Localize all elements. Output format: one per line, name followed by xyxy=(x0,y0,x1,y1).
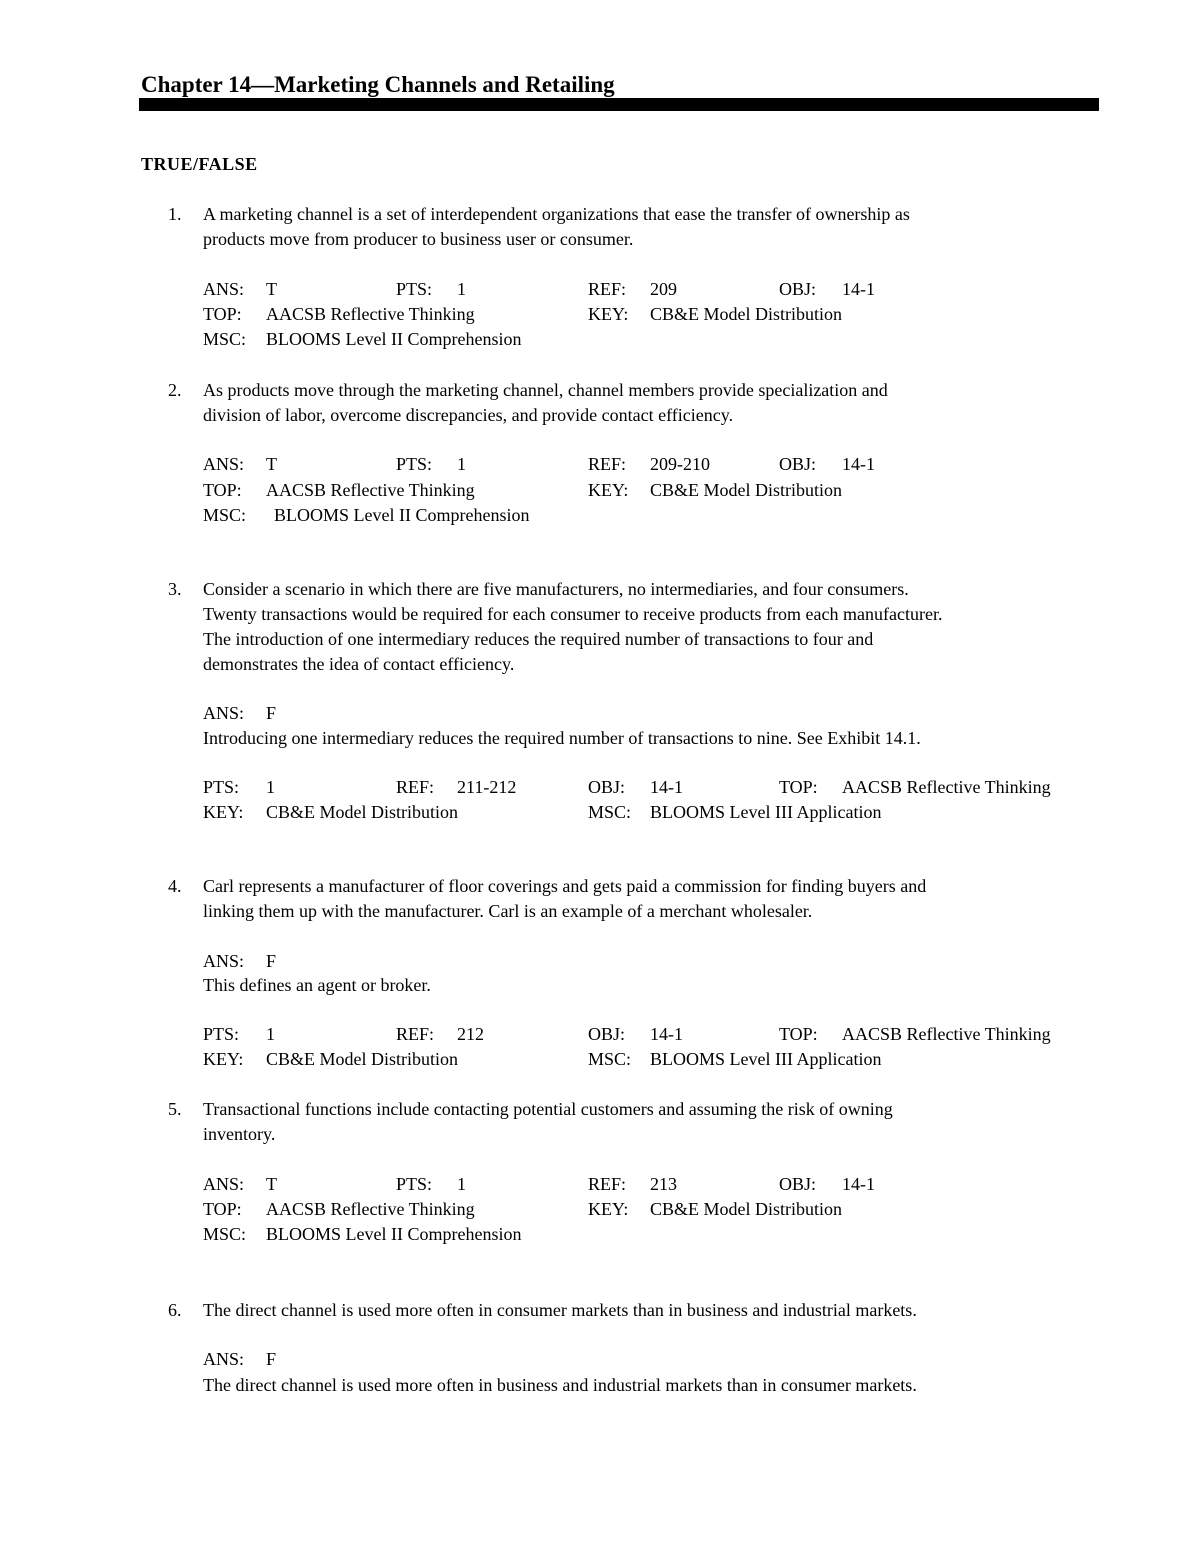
question-line: inventory. xyxy=(203,1124,276,1144)
ref-value: 212 xyxy=(457,1024,484,1044)
question-text xyxy=(203,1097,1103,1147)
key-value: CB&E Model Distribution xyxy=(266,1049,459,1069)
ans-value: F xyxy=(266,703,277,723)
meta-row xyxy=(0,1222,1200,1247)
msc-label: MSC: xyxy=(203,1224,247,1244)
question-line: Twenty transactions would be required for each consumer to receive products from each manufacturer. xyxy=(203,604,943,624)
meta-row xyxy=(0,701,1200,726)
msc-label: MSC: xyxy=(588,1049,632,1069)
chapter-title: Chapter 14—Marketing Channels and Retailing xyxy=(141,72,615,97)
question-number: 2. xyxy=(168,380,182,400)
question-line: demonstrates the idea of contact efficiency. xyxy=(203,654,515,674)
question-line: Consider a scenario in which there are five manufacturers, no intermediaries, and four consumers. xyxy=(203,579,909,599)
ans-value: F xyxy=(266,951,277,971)
key-label: KEY: xyxy=(588,304,629,324)
meta-row xyxy=(0,949,1200,974)
obj-value: 14-1 xyxy=(842,279,875,299)
key-label: KEY: xyxy=(203,1049,244,1069)
ans-value: T xyxy=(266,1174,277,1194)
question-number: 3. xyxy=(168,579,182,599)
pts-value: 1 xyxy=(457,1174,466,1194)
ans-value: T xyxy=(266,279,277,299)
top-label: TOP: xyxy=(203,480,242,500)
obj-label: OBJ: xyxy=(588,777,626,797)
title-rule xyxy=(139,98,1099,111)
ans-label: ANS: xyxy=(203,279,245,299)
pts-value: 1 xyxy=(266,777,275,797)
msc-label: MSC: xyxy=(203,505,247,525)
question-text xyxy=(203,577,1103,677)
obj-value: 14-1 xyxy=(842,1174,875,1194)
ref-label: REF: xyxy=(396,777,435,797)
msc-label: MSC: xyxy=(588,802,632,822)
section-heading: TRUE/FALSE xyxy=(141,154,258,174)
question-text xyxy=(203,378,1103,428)
obj-label: OBJ: xyxy=(779,279,817,299)
top-value: AACSB Reflective Thinking xyxy=(842,777,1051,797)
obj-value: 14-1 xyxy=(842,454,875,474)
pts-label: PTS: xyxy=(396,454,433,474)
pts-value: 1 xyxy=(457,279,466,299)
question-line: The introduction of one intermediary reduces the required number of transactions to four and xyxy=(203,629,874,649)
question-line: Carl represents a manufacturer of floor coverings and gets paid a commission for finding buyers and xyxy=(203,876,927,896)
question-line: Transactional functions include contacting potential customers and assuming the risk of owning xyxy=(203,1099,893,1119)
obj-label: OBJ: xyxy=(588,1024,626,1044)
pts-label: PTS: xyxy=(203,777,240,797)
top-value: AACSB Reflective Thinking xyxy=(266,1199,475,1219)
top-label: TOP: xyxy=(779,1024,818,1044)
obj-value: 14-1 xyxy=(650,777,683,797)
meta-row xyxy=(0,503,1200,528)
ref-value: 213 xyxy=(650,1174,677,1194)
msc-value: BLOOMS Level III Application xyxy=(650,1049,882,1069)
question-line: products move from producer to business user or consumer. xyxy=(203,229,634,249)
key-value: CB&E Model Distribution xyxy=(266,802,459,822)
ans-label: ANS: xyxy=(203,951,245,971)
key-label: KEY: xyxy=(203,802,244,822)
meta-row xyxy=(0,277,1200,302)
top-value: AACSB Reflective Thinking xyxy=(266,304,475,324)
pts-label: PTS: xyxy=(396,279,433,299)
meta-row xyxy=(0,1172,1200,1197)
ref-value: 209-210 xyxy=(650,454,710,474)
ref-label: REF: xyxy=(588,279,627,299)
msc-value: BLOOMS Level II Comprehension xyxy=(274,505,530,525)
meta-row xyxy=(0,1347,1200,1372)
key-label: KEY: xyxy=(588,1199,629,1219)
ref-label: REF: xyxy=(396,1024,435,1044)
obj-label: OBJ: xyxy=(779,1174,817,1194)
meta-row xyxy=(0,452,1200,477)
ref-label: REF: xyxy=(588,454,627,474)
question-number: 6. xyxy=(168,1300,182,1320)
msc-value: BLOOMS Level II Comprehension xyxy=(266,329,522,349)
ans-label: ANS: xyxy=(203,454,245,474)
top-label: TOP: xyxy=(203,304,242,324)
ans-label: ANS: xyxy=(203,1349,245,1369)
question-number: 1. xyxy=(168,204,182,224)
question-text xyxy=(203,1298,1103,1323)
question-line: The direct channel is used more often in consumer markets than in business and industrial markets. xyxy=(203,1300,917,1320)
msc-value: BLOOMS Level II Comprehension xyxy=(266,1224,522,1244)
explanation-text: The direct channel is used more often in business and industrial markets than in consumer markets. xyxy=(203,1375,917,1395)
ans-value: F xyxy=(266,1349,277,1369)
pts-value: 1 xyxy=(457,454,466,474)
question-line: As products move through the marketing channel, channel members provide specialization and xyxy=(203,380,888,400)
question-number: 5. xyxy=(168,1099,182,1119)
meta-row xyxy=(0,1047,1200,1072)
ans-value: T xyxy=(266,454,277,474)
meta-row xyxy=(0,800,1200,825)
question-text xyxy=(203,874,1103,924)
meta-row xyxy=(0,1022,1200,1047)
meta-row xyxy=(0,1197,1200,1222)
question-text xyxy=(203,202,1103,252)
key-value: CB&E Model Distribution xyxy=(650,1199,843,1219)
msc-label: MSC: xyxy=(203,329,247,349)
explanation-text: Introducing one intermediary reduces the required number of transactions to nine. See Exhibit 14.1. xyxy=(203,728,921,748)
meta-row xyxy=(0,327,1200,352)
question-line: linking them up with the manufacturer. Carl is an example of a merchant wholesaler. xyxy=(203,901,813,921)
pts-value: 1 xyxy=(266,1024,275,1044)
key-label: KEY: xyxy=(588,480,629,500)
obj-label: OBJ: xyxy=(779,454,817,474)
pts-label: PTS: xyxy=(396,1174,433,1194)
top-label: TOP: xyxy=(203,1199,242,1219)
ref-value: 211-212 xyxy=(457,777,517,797)
obj-value: 14-1 xyxy=(650,1024,683,1044)
question-line: A marketing channel is a set of interdependent organizations that ease the transfer of ownership as xyxy=(203,204,910,224)
meta-row xyxy=(0,775,1200,800)
answer-explanation xyxy=(0,973,1200,998)
meta-row xyxy=(0,478,1200,503)
ans-label: ANS: xyxy=(203,703,245,723)
answer-explanation xyxy=(0,726,1200,751)
ref-label: REF: xyxy=(588,1174,627,1194)
key-value: CB&E Model Distribution xyxy=(650,480,843,500)
pts-label: PTS: xyxy=(203,1024,240,1044)
ref-value: 209 xyxy=(650,279,677,299)
answer-explanation xyxy=(0,1373,1200,1398)
key-value: CB&E Model Distribution xyxy=(650,304,843,324)
question-number: 4. xyxy=(168,876,182,896)
ans-label: ANS: xyxy=(203,1174,245,1194)
top-value: AACSB Reflective Thinking xyxy=(266,480,475,500)
top-value: AACSB Reflective Thinking xyxy=(842,1024,1051,1044)
top-label: TOP: xyxy=(779,777,818,797)
msc-value: BLOOMS Level III Application xyxy=(650,802,882,822)
meta-row xyxy=(0,302,1200,327)
explanation-text: This defines an agent or broker. xyxy=(203,975,431,995)
question-line: division of labor, overcome discrepancies, and provide contact efficiency. xyxy=(203,405,734,425)
